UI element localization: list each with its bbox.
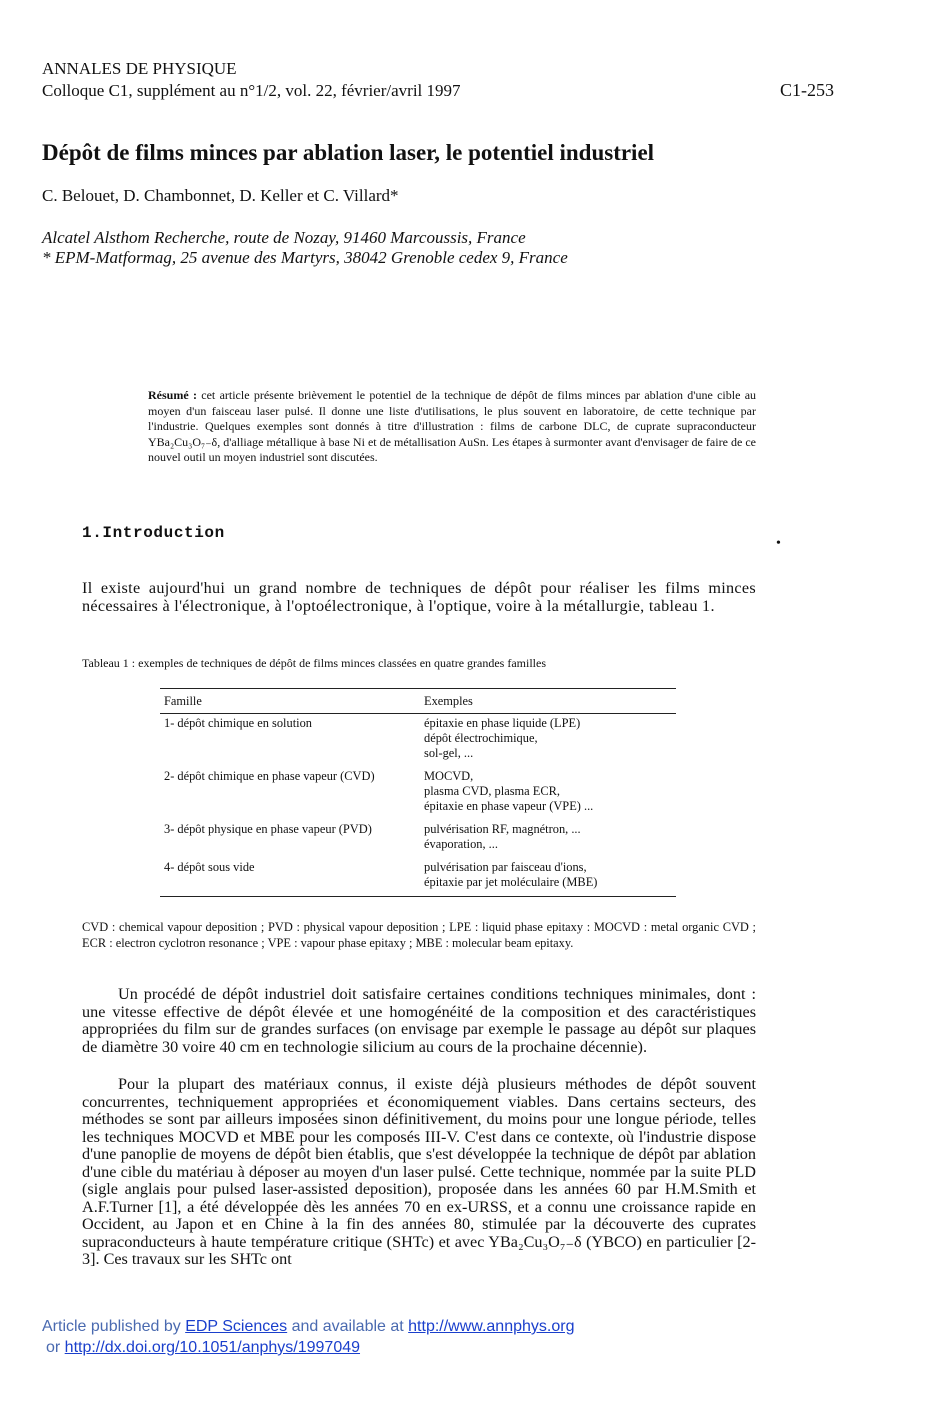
table-row <box>160 714 676 768</box>
table-cell-famille: 4- dépôt sous vide <box>160 858 420 897</box>
table-header-famille: Famille <box>160 689 420 714</box>
journal-header <box>42 58 461 102</box>
journal-name: ANNALES DE PHYSIQUE <box>42 59 237 78</box>
annphys-link[interactable]: http://www.annphys.org <box>408 1318 575 1335</box>
affiliation-1: Alcatel Alsthom Recherche, route de Nozay, 91460 Marcoussis, France <box>42 228 526 247</box>
abstract-label: Résumé : <box>148 388 197 402</box>
table-cell-exemples: MOCVD, plasma CVD, plasma ECR, épitaxie en phase vapeur (VPE) ... <box>424 769 594 813</box>
affiliation-2: * EPM-Matformag, 25 avenue des Martyrs, 38042 Grenoble cedex 9, France <box>42 248 568 267</box>
abbreviations-note: CVD : chemical vapour deposition ; PVD : physical vapour deposition ; LPE : liquid phase epitaxy : MOCVD : metal organic CVD ; ECR : electron cyclotron resonance ; VPE : vapour phase epitaxy ; MBE : molecular beam epitaxy. <box>82 920 756 950</box>
author-list: C. Belouet, D. Chambonnet, D. Keller et C. Villard* <box>42 186 399 205</box>
table-cell-famille: 2- dépôt chimique en phase vapeur (CVD) <box>164 769 375 783</box>
body-paragraph-3: Pour la plupart des matériaux connus, il existe déjà plusieurs méthodes de dépôt souvent concurrentes, techniquement appropriées et économiquement viables. Dans certains secteurs, des méthodes se sont par ailleurs imposées sinon définitivement, du moins pour une longue période, telles les techniques MOCVD et MBE pour les composés III-V. C'est dans ce contexte, où l'industrie dispose d'une panoplie de moyens de dépôt bien établis, que s'est développée la technique de dépôt par ablation d'une cible du matériau à déposer au moyen d'un laser pulsé. Cette technique, nommée par la suite PLD (sigle anglais pour pulsed laser-assisted deposition), proposée dans les années 60 par H.M.Smith et A.F.Turner [1], a été développée dès les années 70 en ex-URSS, et a connu une croissance rapide en Occident, au Japon et en Chine à la fin des années 80, stimulée par la découverte des cuprates supraconducteurs à haute température critique (SHTc) et avec YBa₂Cu₃O₇₋δ (YBCO) en particulier [2-3]. Ces travaux sur les SHTc ont <box>82 1075 756 1268</box>
table-cell-exemples: épitaxie en phase liquide (LPE) dépôt électrochimique, sol-gel, ... <box>424 716 581 760</box>
footer-prefix: Article published by <box>42 1318 186 1335</box>
techniques-table <box>160 688 676 897</box>
body-paragraph-2: Un procédé de dépôt industriel doit satisfaire certaines conditions techniques minimales, dont : une vitesse effective de dépôt élevée et une homogénéité de la composition et des caractéristiques appropriées du film sur de grandes surfaces (on envisage par exemple le passage au dépôt sur plaques de diamètre 30 voire 40 cm en technologie silicium au cours de la prochaine décennie). <box>82 985 756 1056</box>
paper-title: Dépôt de films minces par ablation laser, le potentiel industriel <box>42 140 655 165</box>
table-header-row <box>160 689 676 714</box>
publisher-footer <box>42 1316 574 1358</box>
journal-issue: Colloque C1, supplément au n°1/2, vol. 22, février/avril 1997 <box>42 81 461 100</box>
footer-line-1 <box>42 1316 574 1337</box>
footer-line-2 <box>42 1337 574 1358</box>
footer-middle: and available at <box>287 1318 409 1335</box>
table-row <box>160 820 676 858</box>
doi-link[interactable]: http://dx.doi.org/10.1051/anphys/1997049 <box>64 1339 361 1356</box>
edp-sciences-link[interactable]: EDP Sciences <box>185 1318 288 1335</box>
table-caption: Tableau 1 : exemples de techniques de dépôt de films minces classées en quatre grandes familles <box>82 656 546 670</box>
table-cell-famille: 1- dépôt chimique en solution <box>164 716 312 730</box>
table-cell-exemples: pulvérisation RF, magnétron, ... évaporation, ... <box>424 822 581 851</box>
page-number: C1-253 <box>780 80 834 100</box>
table-header-exemples: Exemples <box>420 689 676 714</box>
abstract <box>148 388 756 466</box>
footer-or: or <box>46 1339 65 1356</box>
affiliations <box>42 228 568 268</box>
table-cell-famille: 3- dépôt physique en phase vapeur (PVD) <box>164 822 372 836</box>
table-row <box>160 858 676 897</box>
intro-paragraph: Il existe aujourd'hui un grand nombre de techniques de dépôt pour réaliser les films minces nécessaires à l'électronique, à l'optoélectronique, à l'optique, voire à la métallurgie, tableau 1. <box>82 579 756 615</box>
stray-mark: • <box>776 536 781 551</box>
table-cell-exemples: pulvérisation par faisceau d'ions, épitaxie par jet moléculaire (MBE) <box>420 858 676 897</box>
section-heading: 1.Introduction <box>82 524 225 542</box>
abstract-text: cet article présente brièvement le potentiel de la technique de dépôt de films minces par ablation d'une cible au moyen d'un faisceau laser pulsé. Il donne une liste d'utilisations, le plus souvent en laboratoire, de cette technique par l'industrie. Quelques exemples sont donnés à titre d'illustration : films de carbone DLC, de cuprate supraconducteur YBa₂Cu₃O₇₋δ, d'alliage métallique à base Ni et de métallisation AuSn. Les étapes à surmonter avant d'envisager de faire de ce nouvel outil un moyen industriel sont discutées. <box>148 388 757 465</box>
table-row <box>160 767 676 820</box>
